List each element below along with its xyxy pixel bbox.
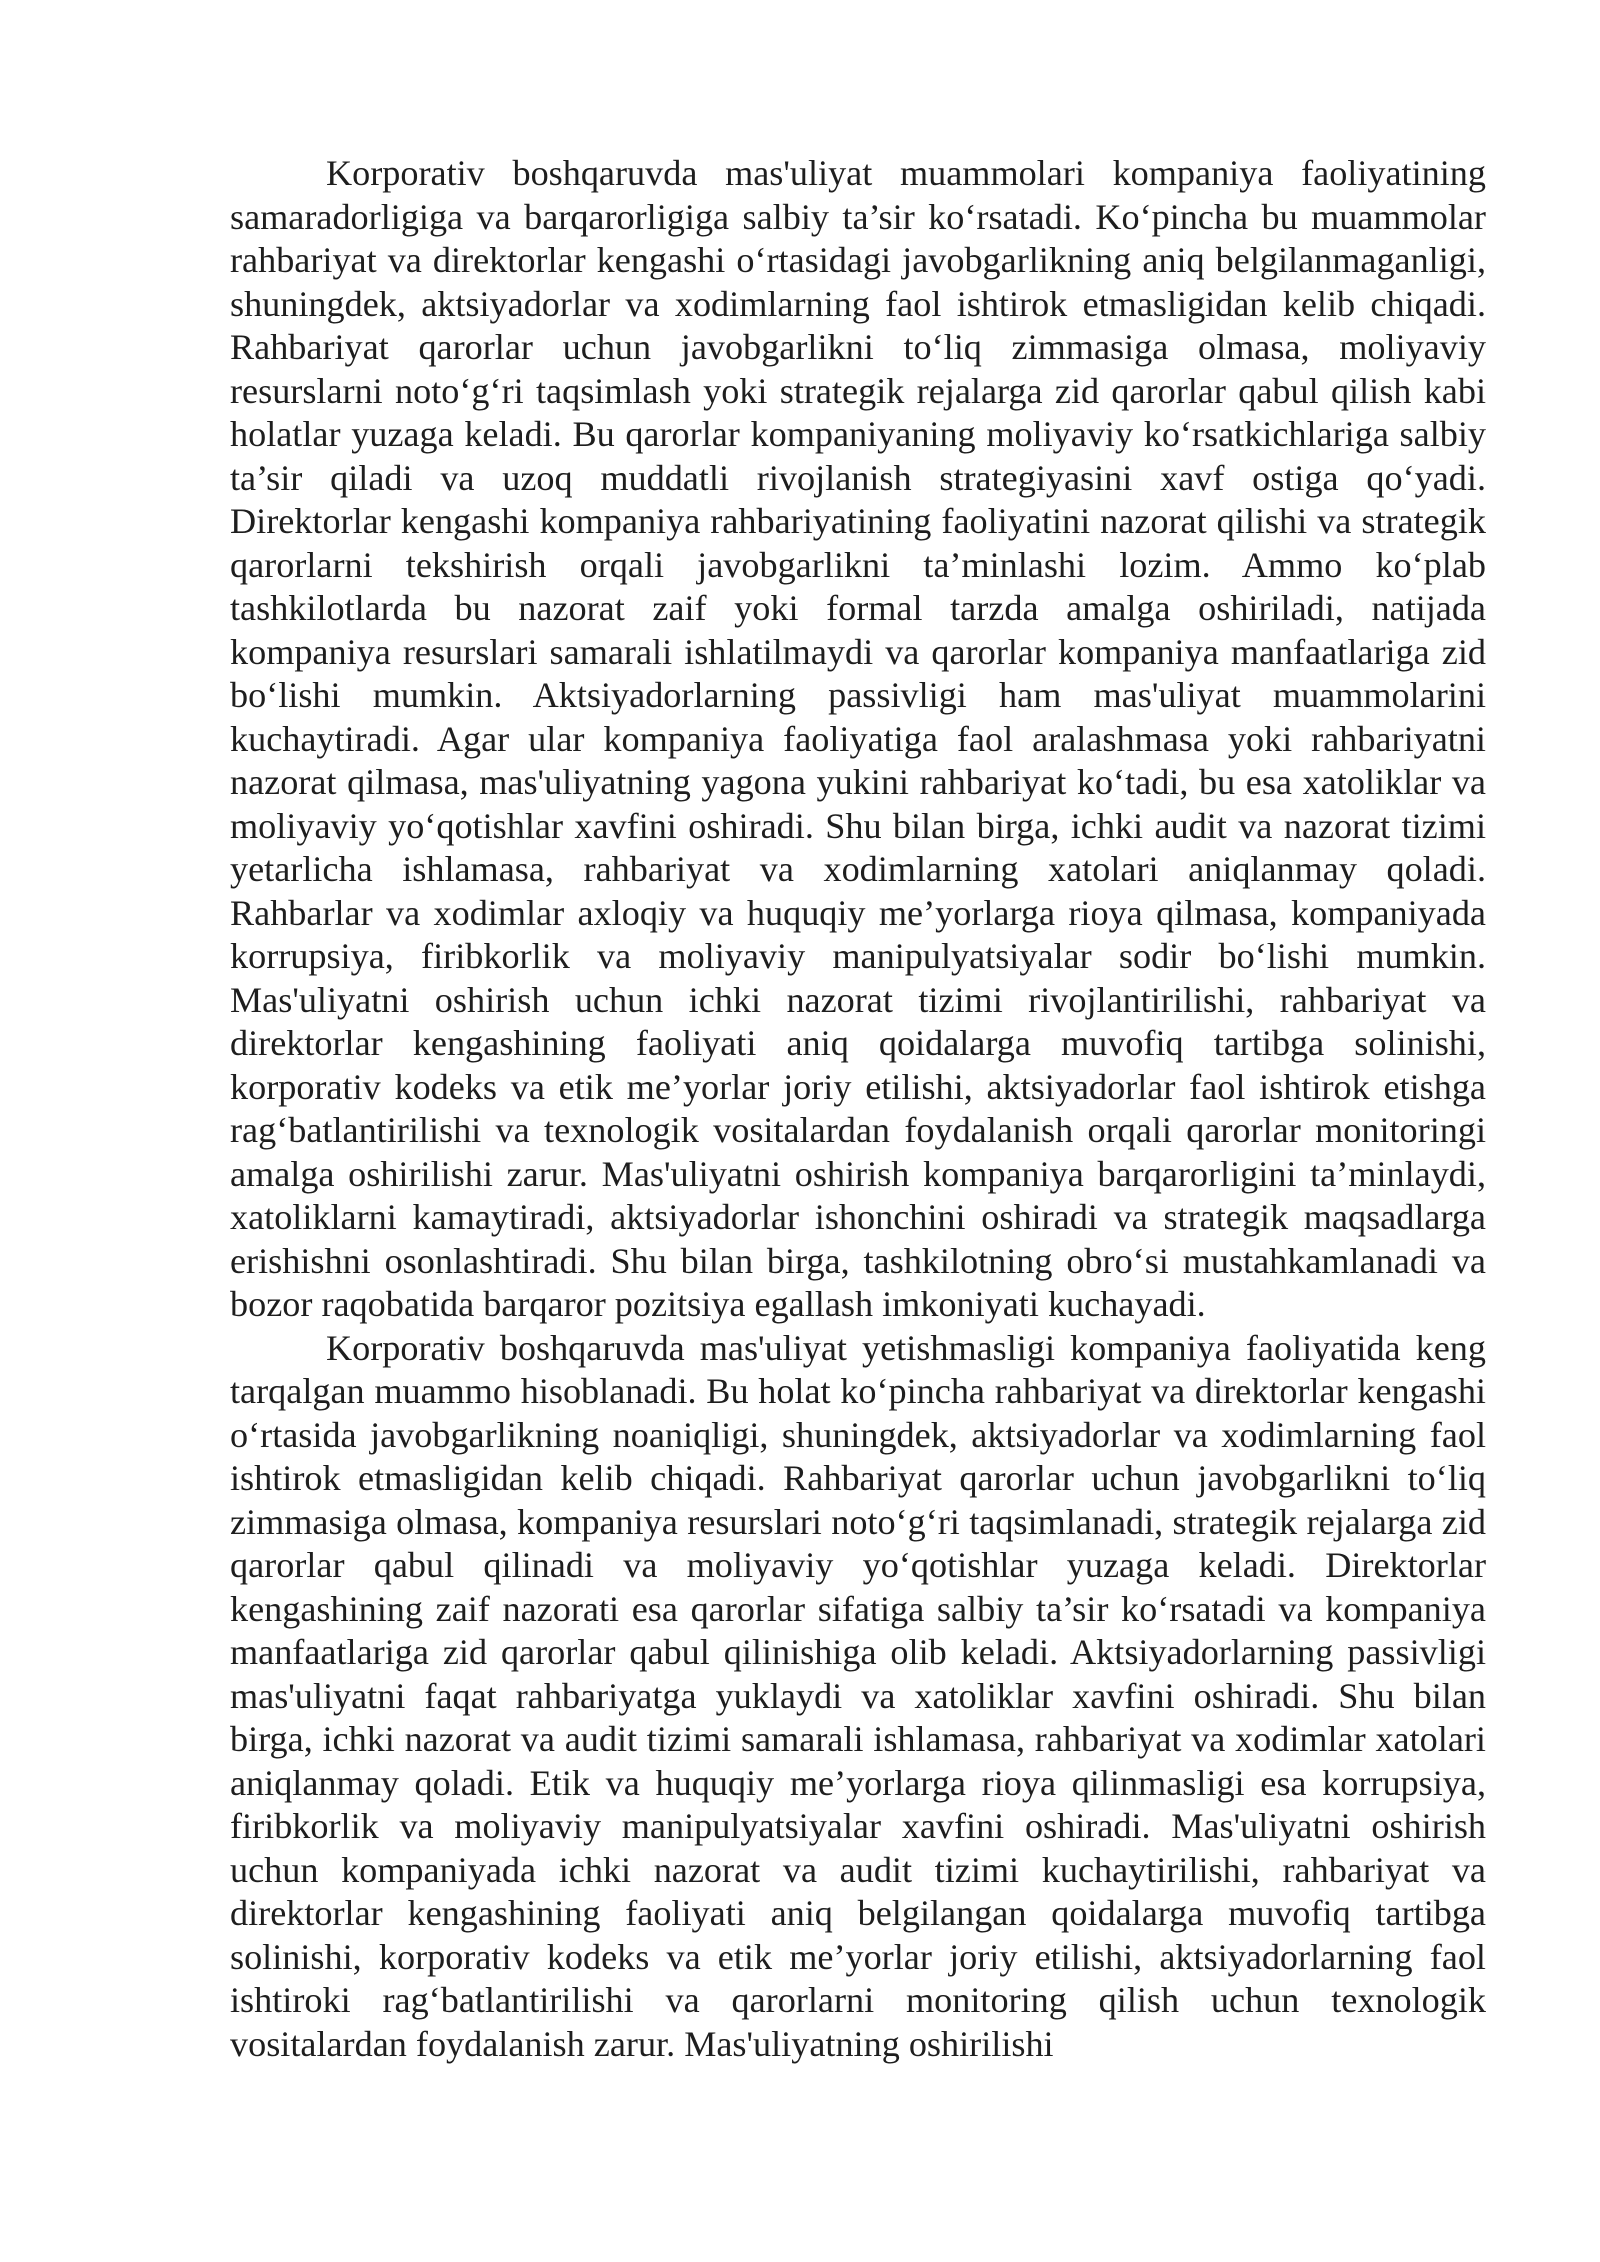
paragraph-2: Korporativ boshqaruvda mas'uliyat yetishmasligi kompaniya faoliyatida keng tarqalgan muammo hisoblanadi. Bu holat ko‘pincha rahbariyat va direktorlar kengashi o‘rtasida javobgarlikning noaniqligi, shuningdek, aktsiyadorlar va xodimlarning faol ishtirok etmasligidan kelib chiqadi. Rahbariyat qarorlar uchun javobgarlikni to‘liq zimmasiga olmasa, kompaniya resurslari noto‘g‘ri taqsimlanadi, strategik rejalarga zid qarorlar qabul qilinadi va moliyaviy yo‘qotishlar yuzaga keladi. Direktorlar kengashining zaif nazorati esa qarorlar sifatiga salbiy ta’sir ko‘rsatadi va kompaniya manfaatlariga zid qarorlar qabul qilinishiga olib keladi. Aktsiyadorlarning passivligi mas'uliyatni faqat rahbariyatga yuklaydi va xatoliklar xavfini oshiradi. Shu bilan birga, ichki nazorat va audit tizimi samarali ishlamasa, rahbariyat va xodimlar xatolari aniqlanmay qoladi. Etik va huquqiy me’yorlarga rioya qilinmasligi esa korrupsiya, firibkorlik va moliyaviy manipulyatsiyalar xavfini oshiradi. Mas'uliyatni oshirish uchun kompaniyada ichki nazorat va audit tizimi kuchaytirilishi, rahbariyat va direktorlar kengashining faoliyati aniq belgilangan qoidalarga muvofiq tartibga solinishi, korporativ kodeks va etik me’yorlar joriy etilishi, aktsiyadorlarning faol ishtiroki rag‘batlantirilishi va qarorlarni monitoring qilish uchun texnologik vositalardan foydalanish zarur. Mas'uliyatning oshirilishi [230, 1327, 1486, 2064]
paragraph-1: Korporativ boshqaruvda mas'uliyat muammolari kompaniya faoliyatining samaradorligiga va barqarorligiga salbiy ta’sir ko‘rsatadi. Ko‘pincha bu muammolar rahbariyat va direktorlar kengashi o‘rtasidagi javobgarlikning aniq belgilanmaganligi, shuningdek, aktsiyadorlar va xodimlarning faol ishtirok etmasligidan kelib chiqadi. Rahbariyat qarorlar uchun javobgarlikni to‘liq zimmasiga olmasa, moliyaviy resurslarni noto‘g‘ri taqsimlash yoki strategik rejalarga zid qarorlar qabul qilish kabi holatlar yuzaga keladi. Bu qarorlar kompaniyaning moliyaviy ko‘rsatkichlariga salbiy ta’sir qiladi va uzoq muddatli rivojlanish strategiyasini xavf ostiga qo‘yadi. Direktorlar kengashi kompaniya rahbariyatining faoliyatini nazorat qilishi va strategik qarorlarni tekshirish orqali javobgarlikni ta’minlashi lozim. Ammo ko‘plab tashkilotlarda bu nazorat zaif yoki formal tarzda amalga oshiriladi, natijada kompaniya resurslari samarali ishlatilmaydi va qarorlar kompaniya manfaatlariga zid bo‘lishi mumkin. Aktsiyadorlarning passivligi ham mas'uliyat muammolarini kuchaytiradi. Agar ular kompaniya faoliyatiga faol aralashmasa yoki rahbariyatni nazorat qilmasa, mas'uliyatning yagona yukini rahbariyat ko‘tadi, bu esa xatoliklar va moliyaviy yo‘qotishlar xavfini oshiradi. Shu bilan birga, ichki audit va nazorat tizimi yetarlicha ishlamasa, rahbariyat va xodimlarning xatolari aniqlanmay qoladi. Rahbarlar va xodimlar axloqiy va huquqiy me’yorlarga rioya qilmasa, kompaniyada korrupsiya, firibkorlik va moliyaviy manipulyatsiyalar sodir bo‘lishi mumkin. Mas'uliyatni oshirish uchun ichki nazorat tizimi rivojlantirilishi, rahbariyat va direktorlar kengashining faoliyati aniq qoidalarga muvofiq tartibga solinishi, korporativ kodeks va etik me’yorlar joriy etilishi, aktsiyadorlar faol ishtirok etishga rag‘batlantirilishi va texnologik vositalardan foydalanish orqali qarorlar monitoringi amalga oshirilishi zarur. Mas'uliyatni oshirish kompaniya barqarorligini ta’minlaydi, xatoliklarni kamaytiradi, aktsiyadorlar ishonchini oshiradi va strategik maqsadlarga erishishni osonlashtiradi. Shu bilan birga, tashkilotning obro‘si mustahkamlanadi va bozor raqobatida barqaror pozitsiya egallash imkoniyati kuchayadi. [230, 153, 1486, 1324]
document-body [230, 152, 1486, 2066]
